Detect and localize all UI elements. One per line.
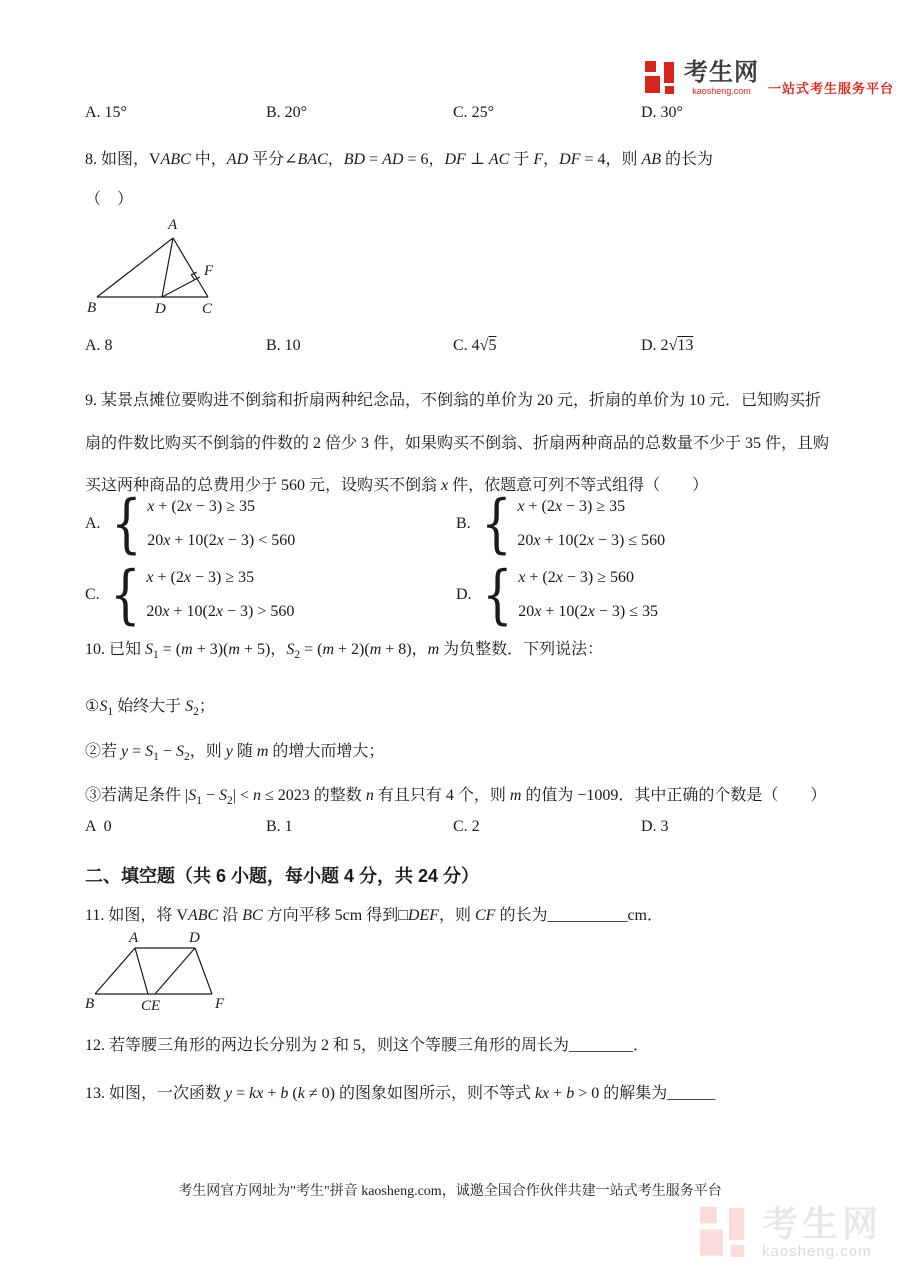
- q10-stem: 10. 已知 $S_1 = (m + 3)(m + 5)$，$S_2 = (m + 2)(m + 8)$，m 为负整数．下列说法：: [85, 641, 604, 662]
- q9-option-d: [456, 557, 658, 633]
- q9-option-b-system: [517, 490, 665, 558]
- brace-icon: [482, 559, 513, 631]
- q8-option-c: C. 4√5: [453, 337, 497, 354]
- q9-stem-line2: 扇的件数比购买不倒翁的件数的 2 倍少 3 件，如果购买不倒翁、折扇两种商品的总数量不少于 35 件，且购: [85, 435, 830, 452]
- watermark-text-block: [762, 1205, 882, 1260]
- q9-stem-line1: 9. 某景点摊位要购进不倒翁和折扇两种纪念品，不倒翁的单价为 20 元，折扇的单价为 10 元．已知购买折: [85, 392, 822, 409]
- q8-answer-paren: （ ）: [85, 191, 134, 208]
- q8-triangle-figure: [85, 215, 230, 317]
- q8-option-a: A. 8: [85, 337, 113, 354]
- q9-option-a-eq2: 20x + 10(2x − 3) < 560: [147, 532, 296, 549]
- q9-option-a: [85, 486, 295, 562]
- q9-option-d-label: D.: [456, 586, 472, 603]
- q8-option-b: B. 10: [266, 337, 301, 354]
- q7-option-a: A. 15°: [85, 104, 127, 121]
- logo-domain: kaosheng.com: [692, 86, 751, 96]
- q11-vertex-label-ce: CE: [141, 998, 161, 1014]
- q8-vertex-label-f: F: [204, 263, 214, 279]
- watermark-logo: [700, 1205, 882, 1260]
- q9-option-b-eq2: 20x + 10(2x − 3) ≤ 560: [517, 532, 666, 549]
- q8-vertex-label-a: A: [168, 217, 178, 233]
- q8-vertex-label-d: D: [155, 301, 166, 317]
- watermark-name: 考生网: [762, 1203, 883, 1244]
- q9-option-c: [85, 557, 294, 633]
- q9-option-b: [456, 486, 665, 562]
- q10-options-row: [85, 818, 830, 842]
- logo-tagline: 一站式考生服务平台: [768, 81, 895, 96]
- q9-option-c-eq1: x + (2x − 3) ≥ 35: [146, 569, 255, 586]
- q7-option-c: C. 25°: [453, 104, 495, 121]
- q9-option-d-eq2: 20x + 10(2x − 3) ≤ 35: [518, 603, 658, 620]
- q9-option-c-label: C.: [85, 586, 100, 603]
- q10-claim-1: $①S_1$ 始终大于 $S_2$；: [85, 698, 215, 719]
- q13-stem: 13. 如图，一次函数 y = kx + b (k ≠ 0) 的图象如图所示，则不等式 kx + b > 0 的解集为______: [85, 1085, 716, 1102]
- q10-option-b: B. 1: [266, 818, 293, 835]
- section2-heading: 二、填空题（共 6 小题，每小题 4 分，共 24 分）: [85, 866, 480, 886]
- watermark-logo-icon: [700, 1205, 752, 1257]
- q11-vertex-label-f: F: [215, 996, 225, 1012]
- q10-option-c: C. 2: [453, 818, 480, 835]
- q8-option-d: D. 2√13: [641, 337, 694, 354]
- brace-icon: [481, 488, 512, 560]
- q10-claim-2: ②若 $y = S_1 - S_2$，则 y 随 m 的增大而增大；: [85, 743, 385, 764]
- q9-option-a-system: [147, 490, 295, 558]
- q9-option-a-label: A.: [85, 515, 101, 532]
- q11-stem: 11. 如图，将 VABC 沿 BC 方向平移 5cm 得到□DEF，则 CF 的长为__________cm．: [85, 907, 664, 924]
- q11-vertex-label-b: B: [85, 996, 95, 1012]
- brace-icon: [110, 559, 141, 631]
- brace-icon: [111, 488, 142, 560]
- q8-vertex-label-c: C: [202, 301, 213, 317]
- header-logo: [645, 60, 894, 97]
- q10-option-d: D. 3: [641, 818, 669, 835]
- q8-stem: 8. 如图，VABC 中，AD 平分∠BAC，BD = AD = 6，DF ⊥ AC 于 F，DF = 4，则 AB 的长为: [85, 151, 714, 168]
- q9-option-b-eq1: x + (2x − 3) ≥ 35: [517, 498, 626, 515]
- q10-option-a: A 0: [85, 818, 112, 835]
- logo-name: 考生网: [684, 59, 759, 86]
- kaosheng-logo-icon: [645, 60, 679, 94]
- footer-text: 考生网官方网址为"考生"拼音 kaosheng.com，诚邀全国合作伙伴共建一站式考生服务平台: [178, 1184, 722, 1199]
- q11-vertex-label-a: A: [129, 930, 139, 946]
- q11-vertex-label-d: D: [189, 930, 200, 946]
- q10-claim-3: ③若满足条件 $|S_1 - S_2| < n \le 2023$ 的整数 n 有且只有 4 个，则 m 的值为 −1009．其中正确的个数是（ ）: [85, 787, 827, 808]
- q12-stem: 12. 若等腰三角形的两边长分别为 2 和 5，则这个等腰三角形的周长为________．: [85, 1037, 650, 1054]
- q9-option-d-eq1: x + (2x − 3) ≥ 560: [518, 569, 634, 586]
- q9-option-c-eq2: 20x + 10(2x − 3) > 560: [146, 603, 295, 620]
- q9-stem-line3: 买这两种商品的总费用少于 560 元，设购买不倒翁 x 件，依题意可列不等式组得（ ）: [85, 477, 709, 494]
- q9-option-b-label: B.: [456, 515, 471, 532]
- q9-option-d-system: [518, 561, 658, 629]
- q9-option-c-system: [146, 561, 294, 629]
- q11-translation-figure: [85, 928, 235, 1016]
- q9-option-a-eq1: x + (2x − 3) ≥ 35: [147, 498, 255, 515]
- logo-text-block: [684, 60, 759, 96]
- q8-vertex-label-b: B: [87, 300, 97, 316]
- watermark-domain: kaosheng.com: [762, 1243, 872, 1260]
- q7-option-b: B. 20°: [266, 104, 308, 121]
- q7-option-d: D. 30°: [641, 104, 683, 121]
- q7-options-row: [85, 104, 830, 128]
- q8-options-row: [85, 337, 830, 361]
